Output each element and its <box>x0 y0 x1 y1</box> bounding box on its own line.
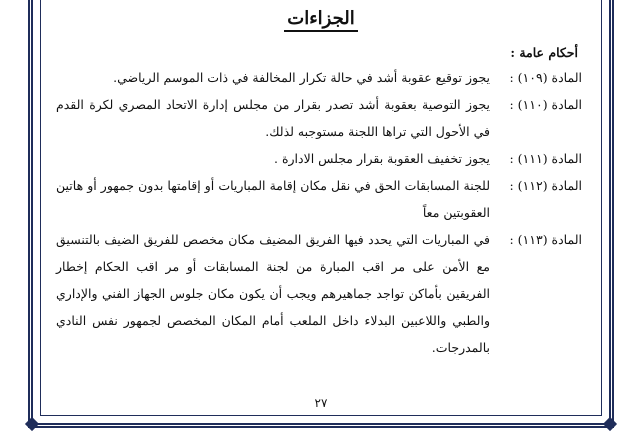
article-112 <box>56 172 586 226</box>
page-number: ٢٧ <box>314 396 328 410</box>
article-text: للجنة المسابقات الحق في نقل مكان إقامة المباريات أو إقامتها بدون جمهور أو هاتين العقوبتين معاً <box>56 178 490 220</box>
article-111 <box>56 145 586 172</box>
article-text: في المباريات التي يحدد فيها الفريق المضيف مكان مخصص للفريق الضيف بالتنسيق مع الأمن على مر اقب المبارة من لجنة المسابقات أو مر اقب الحكام إخطار الفريقين بأماكن تواجد جماهيرهم ويجب أن يكون مكان جلوس الجهاز الفني والإداري والطبي واللاعبين البدلاء داخل الملعب أمام المكان المخصص لجمهور نفس النادي بالمدرجات. <box>56 232 490 355</box>
article-label: المادة (١١٣) : <box>509 232 582 247</box>
article-label: المادة (١١١) : <box>509 151 582 166</box>
article-109 <box>56 64 586 91</box>
article-text: يجوز توقيع عقوبة أشد في حالة تكرار المخالفة في ذات الموسم الرياضي. <box>113 70 490 85</box>
page-content <box>56 0 586 412</box>
page-title-text: الجزاءات <box>284 8 357 32</box>
article-text: يجوز التوصية بعقوبة أشد تصدر بقرار من مجلس إدارة الاتحاد المصري لكرة القدم في الأحول التي تراها اللجنة مستوجبه لذلك. <box>56 97 490 139</box>
article-label: المادة (١١٠) : <box>509 97 582 112</box>
article-110 <box>56 91 586 145</box>
article-text: يجوز تخفيف العقوبة بقرار مجلس الادارة . <box>274 151 490 166</box>
article-label: المادة (١٠٩) : <box>509 70 582 85</box>
article-label: المادة (١١٢) : <box>509 178 582 193</box>
page-title <box>56 8 586 30</box>
general-provisions-heading: أحكام عامة : <box>510 45 578 60</box>
article-113 <box>56 226 586 361</box>
